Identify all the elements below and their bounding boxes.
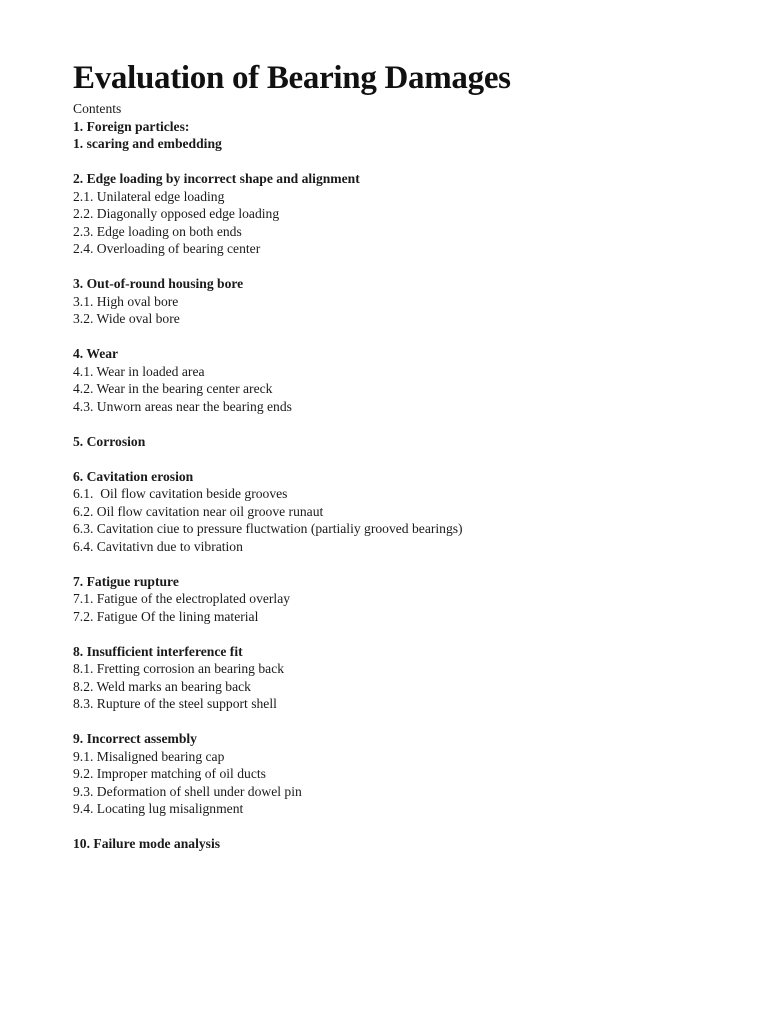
section-item: 3.2. Wide oval bore — [73, 311, 180, 326]
section-item: 1. scaring and embedding — [73, 136, 222, 151]
document-title: Evaluation of Bearing Damages — [73, 60, 511, 96]
section-item: 7.2. Fatigue Of the lining material — [73, 608, 259, 624]
section-spacer — [73, 258, 733, 276]
section-item: 2.2. Diagonally opposed edge loading — [73, 206, 280, 221]
section-spacer — [73, 555, 733, 573]
section-spacer — [73, 713, 733, 731]
section-spacer — [73, 415, 733, 433]
section-heading: 5. Corrosion — [73, 433, 146, 449]
section-item: 9.3. Deformation of shell under dowel pin — [73, 783, 302, 799]
section-item: 4.2. Wear in the bearing center areck — [73, 381, 273, 396]
section-5 — [73, 433, 733, 451]
section-item: 8.1. Fretting corrosion an bearing back — [73, 661, 285, 676]
section-heading: 1. Foreign particles: — [73, 118, 190, 134]
section-item: 9.1. Misaligned bearing cap — [73, 748, 225, 764]
section-7 — [73, 573, 733, 626]
section-4 — [73, 345, 733, 415]
section-10 — [73, 835, 733, 853]
section-heading: 2. Edge loading by incorrect shape and alignment — [73, 171, 360, 186]
section-item: 8.3. Rupture of the steel support shell — [73, 696, 277, 711]
section-heading: 8. Insufficient interference fit — [73, 643, 243, 659]
section-heading: 4. Wear — [73, 346, 119, 361]
section-item: 6.1. Oil flow cavitation beside grooves — [73, 486, 288, 501]
section-item: 2.1. Unilateral edge loading — [73, 188, 225, 204]
section-item: 4.1. Wear in loaded area — [73, 363, 205, 379]
contents-label: Contents — [73, 101, 122, 116]
section-heading: 7. Fatigue rupture — [73, 573, 179, 589]
section-item: 9.2. Improper matching of oil ducts — [73, 766, 266, 781]
section-spacer — [73, 818, 733, 836]
section-heading: 9. Incorrect assembly — [73, 731, 197, 746]
section-spacer — [73, 450, 733, 468]
section-item: 7.1. Fatigue of the electroplated overlay — [73, 591, 291, 606]
section-item: 6.3. Cavitation ciue to pressure fluctwation (partialiy grooved bearings) — [73, 521, 463, 536]
section-2 — [73, 170, 733, 258]
section-8 — [73, 643, 733, 713]
section-item: 4.3. Unworn areas near the bearing ends — [73, 398, 292, 414]
section-spacer — [73, 153, 733, 171]
document-page — [73, 58, 733, 853]
section-heading: 3. Out-of-round housing bore — [73, 276, 244, 291]
section-9 — [73, 730, 733, 818]
section-spacer — [73, 625, 733, 643]
section-item: 9.4. Locating lug misalignment — [73, 801, 244, 816]
section-3 — [73, 275, 733, 328]
section-item: 2.4. Overloading of bearing center — [73, 241, 261, 256]
section-spacer — [73, 328, 733, 346]
section-item: 6.2. Oil flow cavitation near oil groove runaut — [73, 503, 324, 519]
section-item: 6.4. Cavitativn due to vibration — [73, 538, 243, 554]
section-item: 8.2. Weld marks an bearing back — [73, 678, 251, 694]
section-heading: 10. Failure mode analysis — [73, 836, 221, 851]
section-heading: 6. Cavitation erosion — [73, 468, 194, 484]
section-1 — [73, 118, 733, 153]
section-item: 3.1. High oval bore — [73, 293, 179, 309]
section-item: 2.3. Edge loading on both ends — [73, 223, 242, 239]
section-6 — [73, 468, 733, 556]
